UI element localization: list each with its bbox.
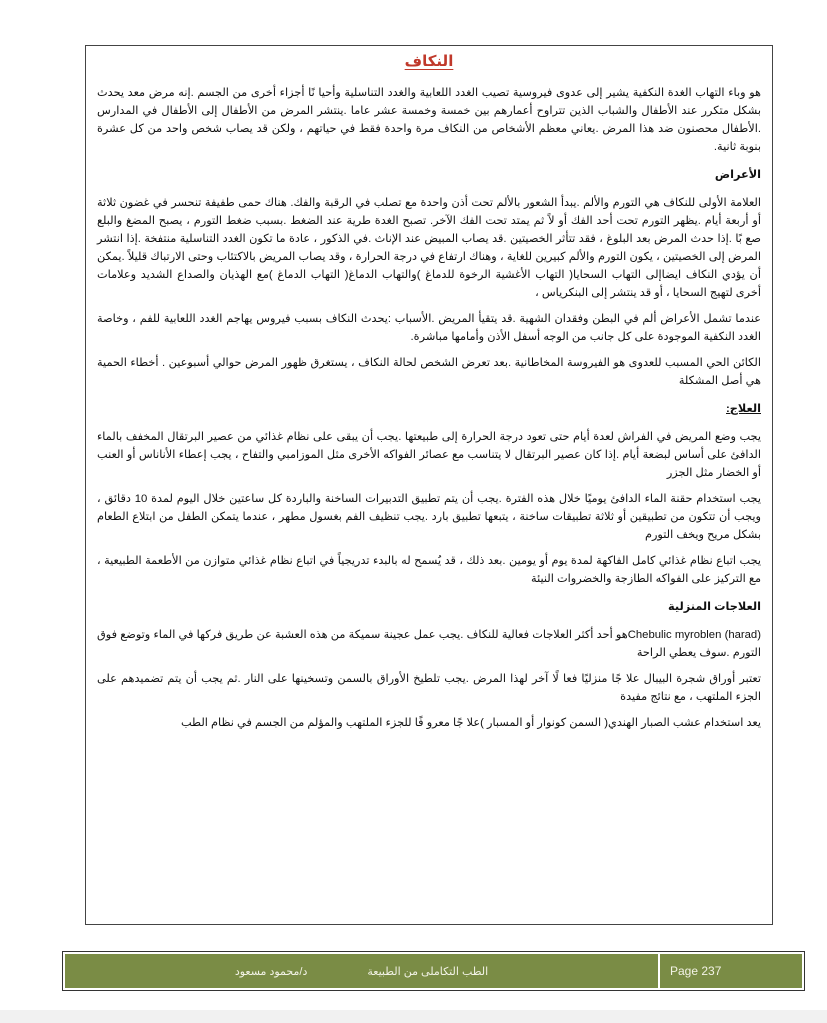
document-title: النكاف bbox=[404, 53, 454, 70]
footer-page-number: Page 237 bbox=[660, 954, 802, 988]
latin-herb-name: Chebulic myroblen (harad) bbox=[627, 629, 761, 641]
treatment-paragraph: يجب وضع المريض في الفراش لعدة أيام حتى تعود درجة الحرارة إلى طبيعتها .يجب أن يبقى على نظام غذائي من عصير البرتقال المخفف بالماء الدافئ على أساس لبضعة أيام .إذا كان عصير البرتقال لا يتناسب مع عصائر الفواكه الأخرى مثل الموزامبي والتفاح ، يجب إعطاء الأناناس أو العنب أو الخضار مثل الجزر bbox=[97, 431, 761, 479]
symptoms-heading: الأعراض bbox=[714, 169, 761, 181]
footer-title-band bbox=[65, 954, 658, 988]
symptoms-paragraph: العلامة الأولى للنكاف هي التورم والألم .يبدأ الشعور بالألم تحت أذن واحدة مع تصلب في الرقبة والفك. هناك حمى طفيفة تنحسر في غضون ثلاثة أو أربعة أيام .يظهر التورم تحت أحد الفك أو لاً ثم يمتد تحت الفك الآخر. تصبح الغدة طرية عند الضغط .بسبب ضغط التورم ، يصبح المضغ والبلع صع بًا .إذا حدث المرض بعد البلوغ ، فقد تتأثر الخصيتين .قد يصاب المبيض عند الإناث .في الذكور ، عادة ما تكون الغدد التناسلية منتفخة .إذا انتشر المرض إلى الخصيتين ، يكون التورم والألم كبيرين للغاية ، وهناك ارتفاع في درجة الحرارة ، وقد يصاب المريض بالاكتئاب وحتى الارتباك قليلاً .يمكن أن يؤدي النكاف ايضاإلى التهاب السحايا( التهاب الأغشية الرخوة للدماغ )والتهاب الدماغ( التهاب الدماغ )مع الهذيان والصداع الشديد وعلامات أخرى لتهيج السحايا ، أو قد ينتشر إلى البنكرياس ، bbox=[97, 197, 761, 299]
home-remedy-text: هو أحد أكثر العلاجات فعالية للنكاف .يجب عمل عجينة سميكة من هذه العشبة عن طريق فركها في الماء وتوضع فوق التورم .سوف يعطي الراحة bbox=[97, 629, 761, 659]
page-content-frame bbox=[85, 45, 773, 925]
treatment-heading: العلاج: bbox=[726, 403, 761, 415]
home-remedies-heading: العلاجات المنزلية bbox=[668, 601, 761, 613]
home-remedy-paragraph bbox=[97, 626, 761, 662]
intro-paragraph: هو وباء التهاب الغدة النكفية يشير إلى عدوى فيروسية تصيب الغدد اللعابية والغدد التناسلية وأحيا نًا أجزاء أخرى من الجسم .إنه مرض معد يحدث بشكل متكرر عند الأطفال والشباب الذين تتراوح أعمارهم بين خمسة وخمسة عشر عاما .ينتشر المرض من الأطفال إلى الأطفال في المدارس .الأطفال محصنون ضد هذا المرض .يعاني معظم الأشخاص من النكاف مرة واحدة فقط في حياتهم ، ولكن قد يصاب شخص واحد من كل عشرة بنوبة ثانية. bbox=[97, 87, 761, 153]
symptoms-paragraph: عندما تشمل الأعراض ألم في البطن وفقدان الشهية .قد يتقيأ المريض .الأسباب :يحدث النكاف بسبب فيروس يهاجم الغدد اللعابية للفم ، وخاصة الغدد النكفية الموجودة على كل جانب من الوجه أسفل الأذن وأمامها مباشرة. bbox=[97, 313, 761, 343]
home-remedy-paragraph: تعتبر أوراق شجرة البيبال علا جًا منزليًا فعا لًا آخر لهذا المرض .يجب تلطيخ الأوراق بالسمن وتسخينها على النار .ثم يجب أن يتم تضميدهم على الجزء الملتهب ، مع نتائج مفيدة bbox=[97, 673, 761, 703]
symptoms-paragraph: الكائن الحي المسبب للعدوى هو الفيروسة المخاطانية .بعد تعرض الشخص لحالة النكاف ، يستغرق ظهور المرض حوالي أسبوعين . أخطاء الحمية هي أصل المشكلة bbox=[97, 357, 761, 387]
document-body bbox=[86, 46, 772, 732]
treatment-paragraph: يجب اتباع نظام غذائي كامل الفاكهة لمدة يوم أو يومين .بعد ذلك ، قد يُسمح له بالبدء تدريجياً في اتباع نظام غذائي متوازن من الأطعمة الطبيعية ، مع التركيز على الفواكه الطازجة والخضروات النيئة bbox=[97, 555, 761, 585]
footer-book-title: الطب التكاملى من الطبيعة bbox=[367, 965, 489, 978]
home-remedy-paragraph: يعد استخدام عشب الصبار الهندي( السمن كونوار أو المسبار )علا جًا معرو فًا للجزء الملتهب والمؤلم من الجسم في نظام الطب bbox=[180, 717, 761, 729]
footer-author: د/محمود مسعود bbox=[234, 965, 308, 978]
viewer-bottom-strip bbox=[0, 1010, 827, 1023]
treatment-paragraph: يجب استخدام حقنة الماء الدافئ يوميًا خلال هذه الفترة .يجب أن يتم تطبيق التدبيرات الساخنة والباردة كل ساعتين خلال اليوم لمدة 10 دقائق ، ويجب أن تتكون من تطبيقين أو ثلاثة تطبيقات ساخنة ، يتبعها تطبيق بارد .يجب تنظيف الفم بغسول مطهر ، عندما يتمكن الطفل من ابتلاع الطعام بشكل مريح ويخف التورم bbox=[97, 493, 761, 541]
page-footer bbox=[62, 951, 805, 991]
